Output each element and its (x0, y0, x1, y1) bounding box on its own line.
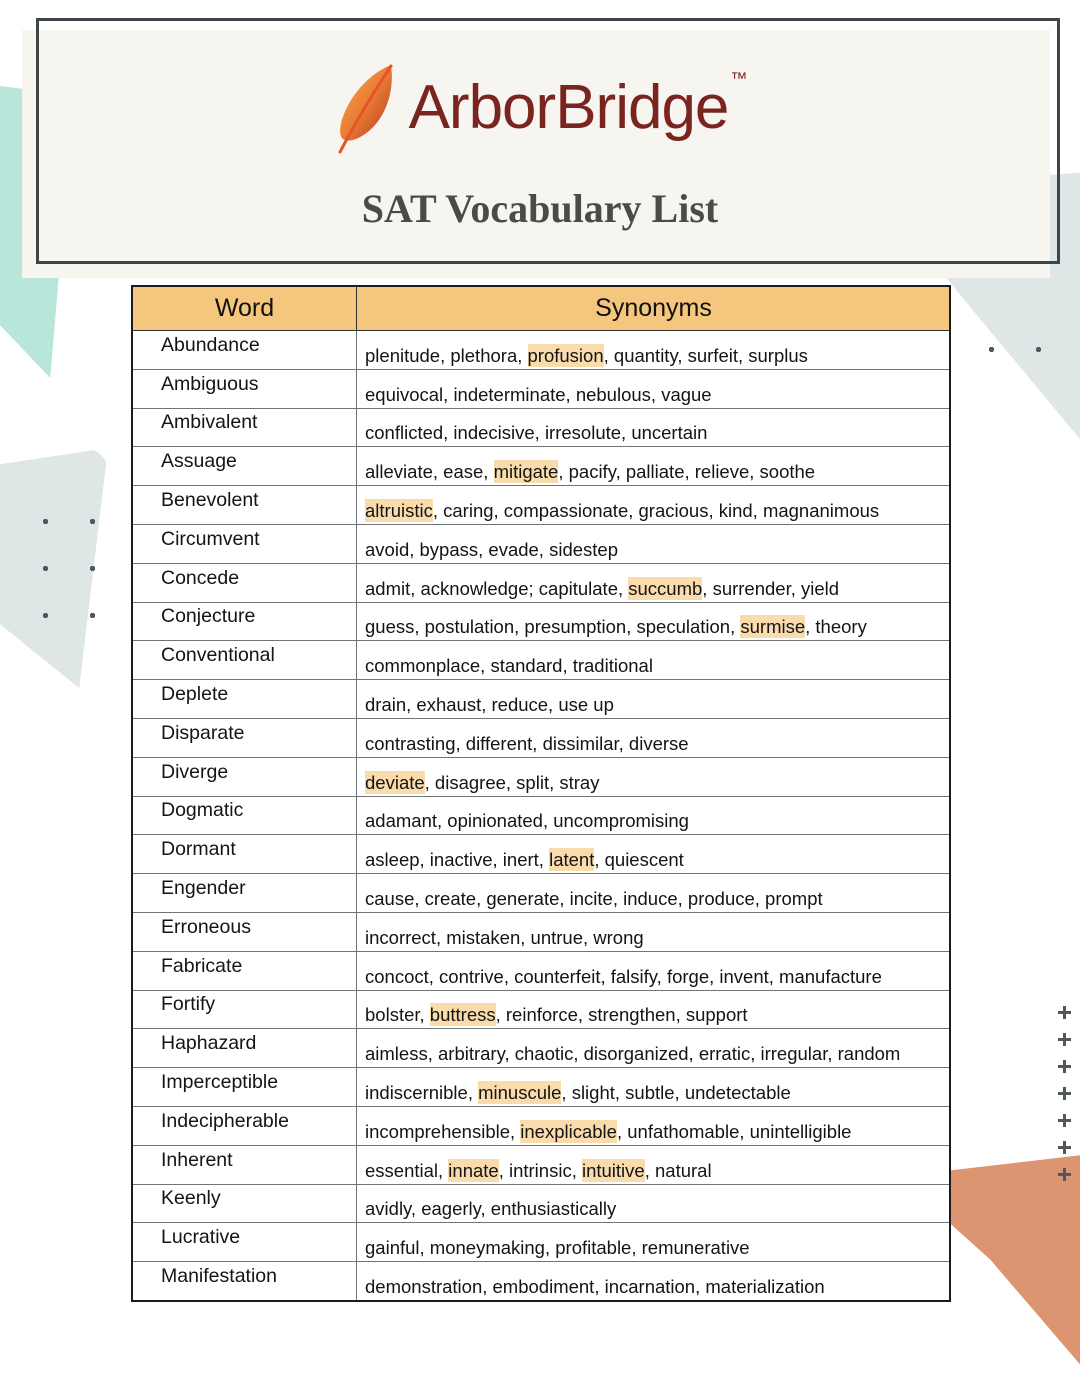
synonym-text: plenitude, plethora, (365, 344, 528, 366)
cell-synonyms (357, 641, 951, 680)
highlighted-synonym: buttress (429, 1004, 496, 1026)
table-row (133, 331, 951, 370)
cell-word: Ambivalent (133, 408, 357, 447)
cell-synonyms (357, 524, 951, 563)
cell-synonyms (357, 447, 951, 486)
plus-mark-icon (1058, 1114, 1071, 1127)
synonym-text: , surrender, yield (702, 577, 840, 599)
table-row (133, 835, 951, 874)
synonym-text: contrasting, different, dissimilar, diverse (365, 732, 689, 754)
brand-name (408, 69, 748, 142)
cell-word: Erroneous (133, 912, 357, 951)
plus-mark-icon (1058, 1006, 1071, 1019)
synonym-text: , theory (805, 616, 867, 638)
page-title: SAT Vocabulary List (361, 186, 719, 231)
table-row (133, 1184, 951, 1223)
plus-mark-icon (1058, 1087, 1071, 1100)
highlighted-synonym: inexplicable (520, 1120, 617, 1142)
synonym-text: cause, create, generate, incite, induce, produce, prompt (365, 888, 823, 910)
synonym-text: , natural (644, 1159, 712, 1181)
synonym-text: equivocal, indeterminate, nebulous, vague (365, 383, 712, 405)
cell-synonyms (357, 1106, 951, 1145)
cell-synonyms (357, 486, 951, 525)
table-row (133, 912, 951, 951)
cell-synonyms (357, 874, 951, 913)
table-row (133, 951, 951, 990)
plus-mark-icon (1058, 1168, 1071, 1181)
synonym-text: , disagree, split, stray (424, 771, 600, 793)
cell-word: Concede (133, 563, 357, 602)
cell-synonyms (357, 951, 951, 990)
synonym-text: conflicted, indecisive, irresolute, uncertain (365, 422, 708, 444)
synonym-text: indiscernible, (365, 1082, 479, 1104)
highlighted-synonym: minuscule (478, 1082, 562, 1104)
highlighted-synonym: succumb (628, 577, 703, 599)
cell-word: Conventional (133, 641, 357, 680)
plus-mark-icon (1058, 1141, 1071, 1154)
synonym-text: admit, acknowledge; capitulate, (365, 577, 629, 599)
table-row (133, 486, 951, 525)
dot-grid-right (964, 322, 1072, 380)
table-row (133, 563, 951, 602)
highlighted-synonym: profusion (527, 344, 604, 366)
cell-word: Conjecture (133, 602, 357, 641)
cell-synonyms (357, 1068, 951, 1107)
table-row (133, 718, 951, 757)
table-row (133, 1029, 951, 1068)
cell-word: Dogmatic (133, 796, 357, 835)
cell-word: Lucrative (133, 1223, 357, 1262)
cell-word: Keenly (133, 1184, 357, 1223)
column-header-word: Word (133, 287, 357, 331)
synonym-text: avoid, bypass, evade, sidestep (365, 538, 618, 560)
synonym-text: demonstration, embodiment, incarnation, materialization (365, 1276, 825, 1298)
synonym-text: incorrect, mistaken, untrue, wrong (365, 926, 644, 948)
synonym-text: commonplace, standard, traditional (365, 655, 653, 677)
plus-mark-icon (1058, 1060, 1071, 1073)
cell-word: Imperceptible (133, 1068, 357, 1107)
brand-lockup (0, 62, 1080, 154)
synonym-text: , slight, subtle, undetectable (561, 1082, 791, 1104)
cell-synonyms (357, 1223, 951, 1262)
synonym-text: avidly, eagerly, enthusiastically (365, 1198, 617, 1220)
dot-grid-left-middle (18, 494, 118, 644)
synonym-text: , reinforce, strengthen, support (495, 1004, 748, 1026)
cell-synonyms (357, 602, 951, 641)
cell-synonyms (357, 757, 951, 796)
table-row (133, 1106, 951, 1145)
synonym-text: aimless, arbitrary, chaotic, disorganized, erratic, irregular, random (365, 1043, 901, 1065)
synonym-text: gainful, moneymaking, profitable, remunerative (365, 1237, 750, 1259)
synonym-text: , pacify, palliate, relieve, soothe (558, 461, 816, 483)
gray-shape-left (0, 448, 108, 688)
table-row (133, 408, 951, 447)
highlighted-synonym: mitigate (493, 461, 559, 483)
cell-word: Deplete (133, 680, 357, 719)
cell-synonyms (357, 1262, 951, 1301)
synonym-text: , quiescent (594, 849, 684, 871)
cross-marks-right-edge (1052, 1006, 1078, 1186)
cell-word: Ambiguous (133, 369, 357, 408)
vocabulary-table (132, 286, 951, 1301)
cell-word: Diverge (133, 757, 357, 796)
table-row (133, 990, 951, 1029)
highlighted-synonym: surmise (740, 616, 806, 638)
cell-synonyms (357, 408, 951, 447)
synonym-text: bolster, (365, 1004, 430, 1026)
table-body (133, 331, 951, 1301)
synonym-text: drain, exhaust, reduce, use up (365, 694, 614, 716)
table-row (133, 1262, 951, 1301)
table-row (133, 641, 951, 680)
cell-word: Disparate (133, 718, 357, 757)
cell-word: Dormant (133, 835, 357, 874)
cell-word: Assuage (133, 447, 357, 486)
table-row (133, 796, 951, 835)
cell-synonyms (357, 563, 951, 602)
leaf-icon (335, 62, 401, 154)
highlighted-synonym: altruistic (365, 500, 433, 522)
cell-synonyms (357, 1145, 951, 1184)
highlighted-synonym: latent (549, 849, 595, 871)
table-row (133, 524, 951, 563)
highlighted-synonym: innate (448, 1159, 499, 1181)
cell-synonyms (357, 1184, 951, 1223)
cell-word: Benevolent (133, 486, 357, 525)
cell-synonyms (357, 912, 951, 951)
trademark-symbol: ™ (730, 69, 748, 89)
cell-synonyms (357, 718, 951, 757)
synonym-text: adamant, opinionated, uncompromising (365, 810, 689, 832)
table-row (133, 874, 951, 913)
cell-word: Fabricate (133, 951, 357, 990)
table-row (133, 369, 951, 408)
synonym-text: , caring, compassionate, gracious, kind, magnanimous (432, 500, 880, 522)
cell-synonyms (357, 796, 951, 835)
cell-word: Manifestation (133, 1262, 357, 1301)
cell-word: Engender (133, 874, 357, 913)
cell-synonyms (357, 990, 951, 1029)
table-row (133, 602, 951, 641)
table-header-row (133, 287, 951, 331)
plus-mark-icon (1058, 1033, 1071, 1046)
cell-word: Haphazard (133, 1029, 357, 1068)
cell-synonyms (357, 680, 951, 719)
synonym-text: essential, (365, 1159, 449, 1181)
cell-synonyms (357, 369, 951, 408)
highlighted-synonym: intuitive (581, 1159, 645, 1181)
synonym-text: concoct, contrive, counterfeit, falsify, forge, invent, manufacture (365, 965, 882, 987)
synonym-text: incomprehensible, (365, 1120, 521, 1142)
synonym-text: , unfathomable, unintelligible (616, 1120, 852, 1142)
cell-word: Indecipherable (133, 1106, 357, 1145)
table-row (133, 1223, 951, 1262)
synonym-text: alleviate, ease, (365, 461, 494, 483)
synonym-text: , quantity, surfeit, surplus (603, 344, 808, 366)
table-row (133, 447, 951, 486)
table-row (133, 1068, 951, 1107)
cell-word: Inherent (133, 1145, 357, 1184)
table-row (133, 757, 951, 796)
synonym-text: guess, postulation, presumption, speculation, (365, 616, 741, 638)
cell-word: Fortify (133, 990, 357, 1029)
cell-synonyms (357, 835, 951, 874)
brand-name-text: ArborBridge (408, 73, 729, 142)
table-row (133, 1145, 951, 1184)
column-header-synonyms: Synonyms (357, 287, 951, 331)
cell-synonyms (357, 1029, 951, 1068)
table-row (133, 680, 951, 719)
cell-word: Abundance (133, 331, 357, 370)
synonym-text: asleep, inactive, inert, (365, 849, 550, 871)
cell-synonyms (357, 331, 951, 370)
synonym-text: , intrinsic, (498, 1159, 582, 1181)
cell-word: Circumvent (133, 524, 357, 563)
highlighted-synonym: deviate (365, 771, 425, 793)
